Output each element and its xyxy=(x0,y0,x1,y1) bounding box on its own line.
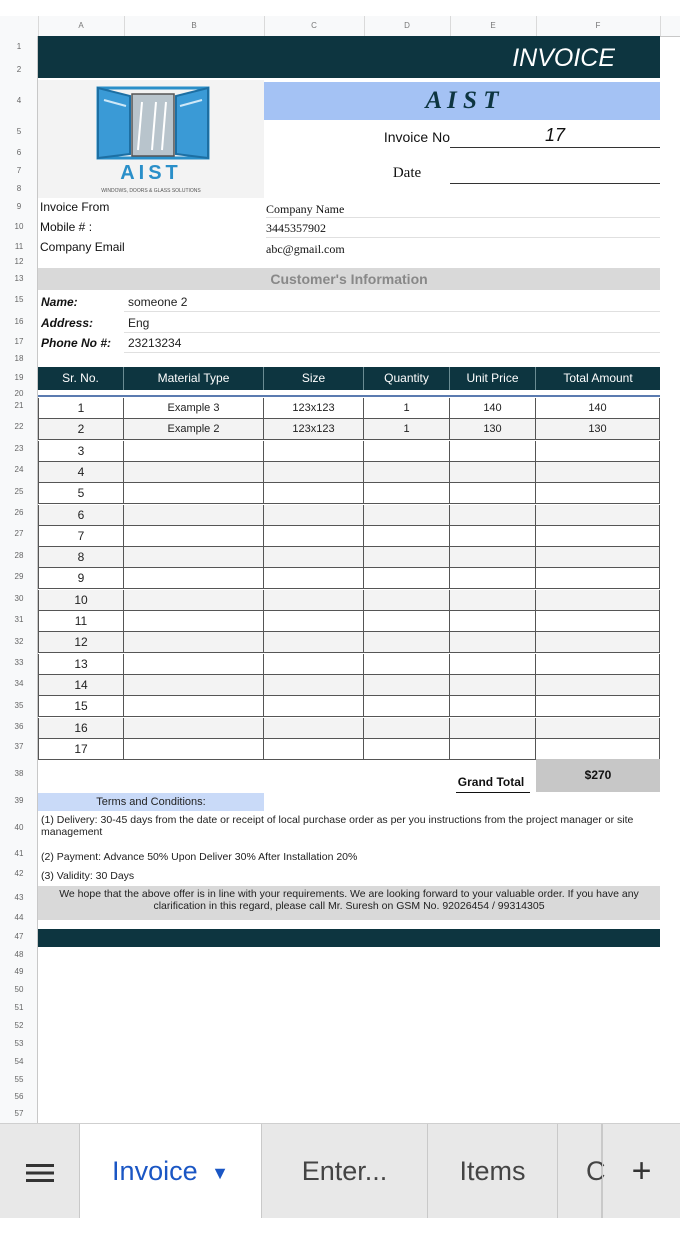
cell-material[interactable] xyxy=(124,696,264,717)
column-header-a[interactable]: A xyxy=(38,16,125,36)
cell-unit-price[interactable] xyxy=(450,675,536,696)
cell-total[interactable] xyxy=(536,547,660,568)
row-header-51[interactable]: 51 xyxy=(14,1003,24,1012)
row-header-1[interactable]: 1 xyxy=(16,42,22,51)
cell-total[interactable] xyxy=(536,441,660,462)
grand-total-underline xyxy=(456,792,530,793)
table-row xyxy=(38,483,660,504)
cell-size[interactable] xyxy=(264,526,364,547)
cell-unit-price[interactable] xyxy=(450,590,536,611)
row-header-5[interactable]: 5 xyxy=(16,127,22,136)
table-row xyxy=(38,718,660,739)
hamburger-icon xyxy=(25,1161,55,1185)
cell-total[interactable] xyxy=(536,632,660,653)
cell-size[interactable] xyxy=(264,547,364,568)
cell-unit-price[interactable] xyxy=(450,483,536,504)
customer-name-value[interactable]: someone 2 xyxy=(124,292,660,312)
table-row xyxy=(38,675,660,696)
cell-sr-no[interactable]: 11 xyxy=(38,611,124,632)
row-header-57[interactable]: 57 xyxy=(14,1109,24,1118)
cell-size[interactable] xyxy=(264,675,364,696)
row-header-48[interactable]: 48 xyxy=(14,950,24,959)
customer-address-value[interactable]: Eng xyxy=(124,313,660,333)
cell-quantity[interactable] xyxy=(364,547,450,568)
cell-material[interactable] xyxy=(124,675,264,696)
customer-info-header: Customer's Information xyxy=(38,268,660,290)
col-material-type: Material Type xyxy=(124,367,264,390)
customer-address-label: Address: xyxy=(41,316,94,330)
cell-material[interactable] xyxy=(124,505,264,526)
invoice-title: INVOICE xyxy=(512,44,615,72)
cell-size[interactable] xyxy=(264,568,364,589)
row-header-39[interactable]: 39 xyxy=(14,796,24,805)
row-header-7[interactable]: 7 xyxy=(16,166,22,175)
cell-material[interactable] xyxy=(124,739,264,760)
row-header-30[interactable]: 30 xyxy=(14,594,24,603)
row-header-15[interactable]: 15 xyxy=(14,295,24,304)
cell-total[interactable] xyxy=(536,526,660,547)
cell-sr-no[interactable]: 2 xyxy=(38,419,124,440)
invoice-from-value[interactable]: Company Name xyxy=(266,200,660,218)
row-header-49[interactable]: 49 xyxy=(14,967,24,976)
cell-unit-price[interactable] xyxy=(450,696,536,717)
cell-unit-price[interactable] xyxy=(450,505,536,526)
cell-size[interactable] xyxy=(264,441,364,462)
cell-unit-price[interactable]: 140 xyxy=(450,398,536,419)
row-header-36[interactable]: 36 xyxy=(14,722,24,731)
row-header-20[interactable]: 20 xyxy=(14,389,24,398)
invoice-from-label: Invoice From xyxy=(40,200,110,214)
table-row xyxy=(38,739,660,760)
cell-size[interactable] xyxy=(264,611,364,632)
cell-size[interactable] xyxy=(264,590,364,611)
row-header-37[interactable]: 37 xyxy=(14,742,24,751)
row-header-43[interactable]: 43 xyxy=(14,893,24,902)
row-header-2[interactable]: 2 xyxy=(16,65,22,74)
cell-sr-no[interactable]: 3 xyxy=(38,441,124,462)
row-header-13[interactable]: 13 xyxy=(14,274,24,283)
cell-quantity[interactable] xyxy=(364,718,450,739)
closing-note: We hope that the above offer is in line with your requirements. We are looking forward to your valuable order. If you have any clarification in this regard, please call Mr. Suresh on GSM No. 92026454 / 99314305 xyxy=(38,886,660,920)
column-header-d[interactable]: D xyxy=(364,16,451,36)
cell-sr-no[interactable]: 10 xyxy=(38,590,124,611)
cell-quantity[interactable] xyxy=(364,568,450,589)
row-header-32[interactable]: 32 xyxy=(14,637,24,646)
table-row xyxy=(38,632,660,653)
all-sheets-menu-icon[interactable] xyxy=(0,1124,80,1218)
column-header-e[interactable]: E xyxy=(450,16,537,36)
col-sr-no: Sr. No. xyxy=(38,367,124,390)
cell-sr-no[interactable]: 13 xyxy=(38,654,124,675)
cell-sr-no[interactable]: 15 xyxy=(38,696,124,717)
cell-unit-price[interactable] xyxy=(450,568,536,589)
cell-quantity[interactable] xyxy=(364,526,450,547)
customer-name-label: Name: xyxy=(41,295,78,309)
cell-size[interactable] xyxy=(264,483,364,504)
cell-size[interactable]: 123x123 xyxy=(264,419,364,440)
row-header-10[interactable]: 10 xyxy=(14,222,24,231)
row-header-38[interactable]: 38 xyxy=(14,769,24,778)
cell-quantity[interactable] xyxy=(364,441,450,462)
row-header-26[interactable]: 26 xyxy=(14,508,24,517)
row-header-34[interactable]: 34 xyxy=(14,679,24,688)
cell-sr-no[interactable]: 7 xyxy=(38,526,124,547)
cell-size[interactable] xyxy=(264,739,364,760)
row-header-35[interactable]: 35 xyxy=(14,701,24,710)
terms-delivery: (1) Delivery: 30-45 days from the date or receipt of local purchase order as per you instructions from the project manager or site management xyxy=(41,814,634,838)
dropdown-arrow-icon: ▼ xyxy=(211,1162,229,1183)
row-header-55[interactable]: 55 xyxy=(14,1075,24,1084)
row-header-16[interactable]: 16 xyxy=(14,317,24,326)
customer-phone-value[interactable]: 23213234 xyxy=(124,333,660,353)
cell-material[interactable] xyxy=(124,441,264,462)
table-row xyxy=(38,419,660,440)
row-header-33[interactable]: 33 xyxy=(14,658,24,667)
cell-unit-price[interactable] xyxy=(450,718,536,739)
cell-unit-price[interactable] xyxy=(450,526,536,547)
row-header-50[interactable]: 50 xyxy=(14,985,24,994)
col-quantity: Quantity xyxy=(364,367,450,390)
row-header-52[interactable]: 52 xyxy=(14,1021,24,1030)
row-header-23[interactable]: 23 xyxy=(14,444,24,453)
cell-quantity[interactable] xyxy=(364,590,450,611)
row-header-47[interactable]: 47 xyxy=(14,932,24,941)
tab-items[interactable]: Items xyxy=(428,1124,558,1218)
row-header-24[interactable]: 24 xyxy=(14,465,24,474)
table-row xyxy=(38,654,660,675)
cell-sr-no[interactable]: 16 xyxy=(38,718,124,739)
terms-payment: (2) Payment: Advance 50% Upon Deliver 30% After Installation 20% xyxy=(41,851,358,863)
cell-quantity[interactable]: 1 xyxy=(364,398,450,419)
company-email-value[interactable]: abc@gmail.com xyxy=(266,242,345,256)
row-header-12[interactable]: 12 xyxy=(14,257,24,266)
cell-quantity[interactable] xyxy=(364,654,450,675)
column-header-bar xyxy=(0,16,680,37)
cell-sr-no[interactable]: 9 xyxy=(38,568,124,589)
row-header-22[interactable]: 22 xyxy=(14,422,24,431)
table-row xyxy=(38,696,660,717)
cell-quantity[interactable] xyxy=(364,739,450,760)
cell-quantity[interactable] xyxy=(364,462,450,483)
cell-total[interactable]: 140 xyxy=(536,398,660,419)
table-row xyxy=(38,462,660,483)
cell-total[interactable] xyxy=(536,590,660,611)
cell-size[interactable] xyxy=(264,654,364,675)
cell-quantity[interactable] xyxy=(364,696,450,717)
column-header-c[interactable]: C xyxy=(264,16,365,36)
tab-invoice[interactable] xyxy=(80,1124,262,1218)
row-header-42[interactable]: 42 xyxy=(14,869,24,878)
cell-material[interactable] xyxy=(124,654,264,675)
table-row xyxy=(38,568,660,589)
table-header-divider xyxy=(38,395,660,397)
cell-total[interactable] xyxy=(536,675,660,696)
row-header-25[interactable]: 25 xyxy=(14,487,24,496)
table-row xyxy=(38,398,660,419)
logo-subtext: WINDOWS, DOORS & GLASS SOLUTIONS xyxy=(101,188,201,194)
cell-quantity[interactable] xyxy=(364,611,450,632)
row-header-18[interactable]: 18 xyxy=(14,354,24,363)
table-row xyxy=(38,505,660,526)
invoice-no-label: Invoice No xyxy=(383,129,450,145)
tab-invoice-label: Invoice xyxy=(112,1156,198,1186)
row-header-19[interactable]: 19 xyxy=(14,373,24,382)
table-row xyxy=(38,526,660,547)
sheet-tab-bar xyxy=(0,1123,680,1218)
cell-material[interactable] xyxy=(124,611,264,632)
cell-unit-price[interactable]: 130 xyxy=(450,419,536,440)
cell-size[interactable] xyxy=(264,718,364,739)
cell-unit-price[interactable] xyxy=(450,632,536,653)
cell-sr-no[interactable]: 5 xyxy=(38,483,124,504)
row-header-54[interactable]: 54 xyxy=(14,1057,24,1066)
cell-size[interactable] xyxy=(264,696,364,717)
cell-total[interactable]: 130 xyxy=(536,419,660,440)
row-header-21[interactable]: 21 xyxy=(14,401,24,410)
cell-sr-no[interactable]: 8 xyxy=(38,547,124,568)
cell-unit-price[interactable] xyxy=(450,547,536,568)
cell-total[interactable] xyxy=(536,654,660,675)
cell-sr-no[interactable]: 4 xyxy=(38,462,124,483)
cell-material[interactable] xyxy=(124,462,264,483)
row-header-4[interactable]: 4 xyxy=(16,96,22,105)
tab-enter[interactable]: Enter... xyxy=(262,1124,428,1218)
cell-quantity[interactable] xyxy=(364,675,450,696)
column-header-f[interactable]: F xyxy=(536,16,661,36)
row-header-17[interactable]: 17 xyxy=(14,337,24,346)
row-header-44[interactable]: 44 xyxy=(14,913,24,922)
customer-phone-label: Phone No #: xyxy=(41,336,112,350)
add-sheet-icon[interactable]: + xyxy=(602,1124,680,1218)
cell-unit-price[interactable] xyxy=(450,441,536,462)
cell-total[interactable] xyxy=(536,505,660,526)
cell-unit-price[interactable] xyxy=(450,739,536,760)
cell-sr-no[interactable]: 17 xyxy=(38,739,124,760)
col-unit-price: Unit Price xyxy=(450,367,536,390)
row-header-40[interactable]: 40 xyxy=(14,823,24,832)
select-all-corner[interactable] xyxy=(0,16,39,36)
cell-material[interactable] xyxy=(124,590,264,611)
company-banner: A I S T xyxy=(264,82,660,120)
row-header-6[interactable]: 6 xyxy=(16,148,22,157)
terms-validity: (3) Validity: 30 Days xyxy=(41,870,135,882)
company-email-label: Company Email xyxy=(40,240,125,254)
invoice-no-value[interactable]: 17 xyxy=(450,122,660,148)
row-header-8[interactable]: 8 xyxy=(16,184,22,193)
col-size: Size xyxy=(264,367,364,390)
grand-total-value[interactable]: $270 xyxy=(536,759,660,792)
cell-unit-price[interactable] xyxy=(450,462,536,483)
cell-sr-no[interactable]: 1 xyxy=(38,398,124,419)
cell-total[interactable] xyxy=(536,611,660,632)
row-header-56[interactable]: 56 xyxy=(14,1092,24,1101)
col-total-amount: Total Amount xyxy=(536,367,660,390)
cell-quantity[interactable] xyxy=(364,632,450,653)
row-header-31[interactable]: 31 xyxy=(14,615,24,624)
table-row xyxy=(38,547,660,568)
cell-total[interactable] xyxy=(536,718,660,739)
grand-total-label: Grand Total xyxy=(457,775,525,789)
cell-total[interactable] xyxy=(536,696,660,717)
table-row xyxy=(38,611,660,632)
row-header-9[interactable]: 9 xyxy=(16,202,22,211)
table-row xyxy=(38,441,660,462)
cell-material[interactable] xyxy=(124,568,264,589)
cell-sr-no[interactable]: 6 xyxy=(38,505,124,526)
mobile-label: Mobile # : xyxy=(40,220,93,234)
date-label: Date xyxy=(392,165,422,181)
cell-total[interactable] xyxy=(536,568,660,589)
row-header-27[interactable]: 27 xyxy=(14,529,24,538)
column-header-b[interactable]: B xyxy=(124,16,265,36)
cell-unit-price[interactable] xyxy=(450,611,536,632)
cell-sr-no[interactable]: 14 xyxy=(38,675,124,696)
cell-size[interactable]: 123x123 xyxy=(264,398,364,419)
mobile-value[interactable]: 3445357902 xyxy=(266,219,660,238)
cell-quantity[interactable]: 1 xyxy=(364,419,450,440)
cell-quantity[interactable] xyxy=(364,505,450,526)
row-header-53[interactable]: 53 xyxy=(14,1039,24,1048)
cell-material[interactable] xyxy=(124,718,264,739)
tab-truncated[interactable]: C xyxy=(558,1124,602,1218)
cell-size[interactable] xyxy=(264,462,364,483)
cell-unit-price[interactable] xyxy=(450,654,536,675)
footer-band xyxy=(38,929,660,947)
cell-size[interactable] xyxy=(264,505,364,526)
cell-total[interactable] xyxy=(536,462,660,483)
row-header-11[interactable]: 11 xyxy=(14,242,24,251)
row-header-28[interactable]: 28 xyxy=(14,551,24,560)
cell-material[interactable] xyxy=(124,483,264,504)
cell-material[interactable] xyxy=(124,632,264,653)
cell-quantity[interactable] xyxy=(364,483,450,504)
date-value[interactable] xyxy=(450,160,660,184)
cell-sr-no[interactable]: 12 xyxy=(38,632,124,653)
table-row xyxy=(38,590,660,611)
cell-material[interactable]: Example 2 xyxy=(124,419,264,440)
terms-header: Terms and Conditions: xyxy=(38,793,264,811)
cell-material[interactable] xyxy=(124,547,264,568)
cell-size[interactable] xyxy=(264,632,364,653)
row-header-29[interactable]: 29 xyxy=(14,572,24,581)
cell-total[interactable] xyxy=(536,483,660,504)
logo-text: AIST xyxy=(120,162,182,184)
cell-total[interactable] xyxy=(536,739,660,760)
cell-material[interactable] xyxy=(124,526,264,547)
row-header-41[interactable]: 41 xyxy=(14,849,24,858)
cell-material[interactable]: Example 3 xyxy=(124,398,264,419)
